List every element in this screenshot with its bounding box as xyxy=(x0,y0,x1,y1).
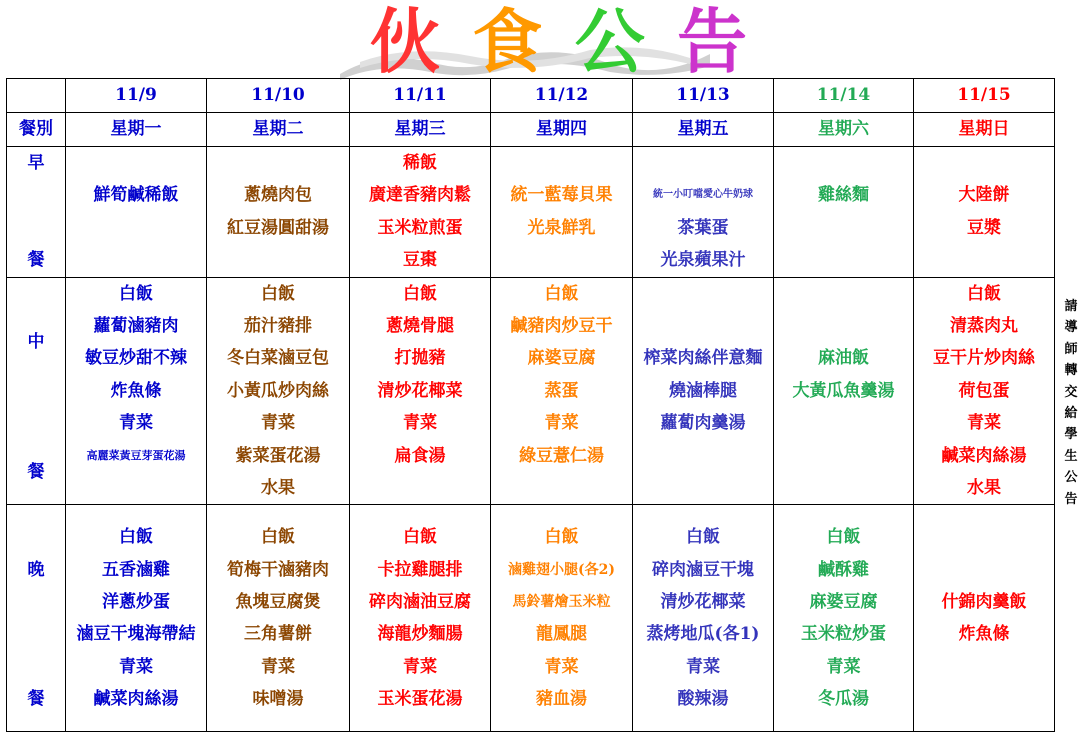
breakfast-row xyxy=(7,147,1055,278)
breakfast-cell xyxy=(774,147,914,278)
date-cell: 11/9 xyxy=(66,79,207,113)
date-cell: 11/12 xyxy=(491,79,633,113)
date-cell: 11/10 xyxy=(207,79,350,113)
dish xyxy=(914,554,1054,586)
dish: 酸辣湯 xyxy=(677,689,729,710)
dish: 豆漿 xyxy=(967,217,1001,238)
dish xyxy=(914,244,1054,276)
dish: 魚塊豆腐煲 xyxy=(235,591,321,612)
dish: 青菜 xyxy=(119,656,153,677)
dish: 小黃瓜炒肉絲 xyxy=(227,380,329,401)
dish: 筍梅干滷豬肉 xyxy=(227,559,329,580)
dish: 白飯 xyxy=(544,283,579,304)
side-note-char: 轉 xyxy=(1064,363,1078,379)
dinner-row xyxy=(7,505,1055,732)
breakfast-cell xyxy=(66,147,207,278)
corner-cell xyxy=(7,79,66,113)
dish: 鹹酥雞 xyxy=(818,559,869,580)
dish: 豆棗 xyxy=(403,250,437,271)
dish xyxy=(774,244,913,276)
dish: 豬血湯 xyxy=(536,689,587,710)
dish: 大陸餅 xyxy=(958,185,1010,206)
lunch-cell xyxy=(350,277,491,505)
dish: 冬白菜滷豆包 xyxy=(227,348,329,369)
title-char: 告 xyxy=(677,0,752,83)
meal-label-bottom: 餐 xyxy=(27,250,45,271)
dish xyxy=(914,683,1054,715)
dish xyxy=(774,310,913,342)
dinner-cell xyxy=(66,505,207,732)
dish: 味噌湯 xyxy=(252,689,304,710)
dinner-cell xyxy=(207,505,350,732)
dish: 海龍炒麵腸 xyxy=(377,624,463,645)
dish: 麻婆豆腐 xyxy=(809,591,878,612)
dish: 白飯 xyxy=(119,283,153,304)
dish: 白飯 xyxy=(544,527,579,548)
dish: 蔥燒骨腿 xyxy=(386,315,454,336)
dish xyxy=(914,651,1054,683)
dish: 三角薯餅 xyxy=(244,624,312,645)
dish: 青菜 xyxy=(261,656,295,677)
breakfast-cell xyxy=(350,147,491,278)
date-row xyxy=(7,79,1055,113)
dish xyxy=(66,212,206,244)
dish: 白飯 xyxy=(967,283,1001,304)
date-cell: 11/11 xyxy=(350,79,491,113)
meal-label-top: 晚 xyxy=(27,559,45,580)
page-title xyxy=(330,0,752,83)
dish: 光泉蘋果汁 xyxy=(660,250,746,271)
dish: 什錦肉羹飯 xyxy=(941,591,1027,612)
dish: 茄汁豬排 xyxy=(244,315,312,336)
weekday-cell: 星期日 xyxy=(914,113,1055,147)
lunch-cell xyxy=(207,277,350,505)
dish: 白飯 xyxy=(261,527,295,548)
dish xyxy=(350,472,490,504)
weekday-cell: 星期二 xyxy=(207,113,350,147)
dish: 清蒸肉丸 xyxy=(950,315,1018,336)
date-cell: 11/14 xyxy=(774,79,914,113)
side-note-char: 告 xyxy=(1064,491,1078,507)
title-text xyxy=(370,2,751,82)
dinner-cell xyxy=(914,505,1055,732)
dish: 鮮筍鹹稀飯 xyxy=(93,185,179,206)
breakfast-cell xyxy=(914,147,1055,278)
dish: 水果 xyxy=(967,477,1001,498)
date-cell: 11/15 xyxy=(914,79,1055,113)
lunch-row xyxy=(7,277,1055,505)
dish: 麻婆豆腐 xyxy=(527,348,596,369)
dish: 白飯 xyxy=(403,527,437,548)
dish: 敏豆炒甜不辣 xyxy=(85,348,187,369)
side-note-char: 公 xyxy=(1064,470,1078,486)
dish: 綠豆薏仁湯 xyxy=(519,445,604,466)
dish: 冬瓜湯 xyxy=(818,689,869,710)
dish: 蔥燒肉包 xyxy=(244,185,312,206)
dish: 蘿蔔滷豬肉 xyxy=(93,315,179,336)
dish: 高麗菜黃豆芽蛋花湯 xyxy=(86,448,186,462)
dish xyxy=(774,407,913,439)
dish: 稀飯 xyxy=(403,153,437,173)
dish: 白飯 xyxy=(403,283,437,304)
dish xyxy=(633,310,773,342)
dish: 鹹菜肉絲湯 xyxy=(93,689,179,710)
meal-label-top: 中 xyxy=(27,332,45,353)
dish: 茶葉蛋 xyxy=(677,217,729,238)
lunch-cell xyxy=(66,277,207,505)
dish: 燒滷棒腿 xyxy=(669,380,737,401)
dish xyxy=(491,244,632,276)
dish: 洋蔥炒蛋 xyxy=(102,591,170,612)
dish: 青菜 xyxy=(403,656,437,677)
dish: 白飯 xyxy=(261,283,295,304)
lunch-cell xyxy=(914,277,1055,505)
dish: 玉米粒煎蛋 xyxy=(377,217,463,238)
dish: 卡拉雞腿排 xyxy=(377,559,463,580)
side-note-char: 給 xyxy=(1064,406,1078,422)
dish: 白飯 xyxy=(826,527,861,548)
meal-label-dinner xyxy=(7,505,66,732)
title-char: 食 xyxy=(472,0,547,83)
side-note-char: 學 xyxy=(1064,427,1078,443)
dish: 蒸烤地瓜(各1) xyxy=(646,624,760,645)
dinner-cell xyxy=(774,505,914,732)
dish: 碎肉滷油豆腐 xyxy=(369,591,471,612)
dish: 鹹菜肉絲湯 xyxy=(941,445,1027,466)
dish: 五香滷雞 xyxy=(102,559,170,580)
dish xyxy=(491,147,632,179)
meal-label-breakfast xyxy=(7,147,66,278)
dish xyxy=(914,521,1054,553)
weekday-row xyxy=(7,113,1055,147)
side-note-char: 生 xyxy=(1064,448,1078,464)
dish: 青菜 xyxy=(826,656,861,677)
dish: 廣達香豬肉鬆 xyxy=(369,185,471,206)
dish: 水果 xyxy=(261,477,295,498)
dish: 玉米粒炒蛋 xyxy=(801,624,886,645)
dish: 豆干片炒肉絲 xyxy=(933,348,1035,369)
dish: 炸魚條 xyxy=(958,624,1010,645)
dish: 青菜 xyxy=(544,656,579,677)
dish xyxy=(774,147,913,179)
side-note-char: 交 xyxy=(1064,384,1078,400)
dish: 清炒花椰菜 xyxy=(660,591,746,612)
dinner-cell xyxy=(491,505,633,732)
dish xyxy=(491,472,632,504)
meal-label-lunch xyxy=(7,277,66,505)
lunch-cell xyxy=(633,277,774,505)
dish: 青菜 xyxy=(261,413,295,434)
date-cell: 11/13 xyxy=(633,79,774,113)
dish: 馬鈴薯燴玉米粒 xyxy=(512,593,611,610)
dish: 玉米蛋花湯 xyxy=(377,689,463,710)
dish xyxy=(774,440,913,472)
dish xyxy=(914,147,1054,179)
weekday-cell: 星期四 xyxy=(491,113,633,147)
lunch-cell xyxy=(774,277,914,505)
dish: 龍鳳腿 xyxy=(536,624,587,645)
dish: 白飯 xyxy=(686,527,720,548)
dish: 紫菜蛋花湯 xyxy=(235,445,321,466)
dish xyxy=(66,147,206,179)
side-note-char: 導 xyxy=(1064,320,1078,336)
dish xyxy=(633,440,773,472)
side-note-char: 請 xyxy=(1064,299,1078,314)
dinner-cell xyxy=(633,505,774,732)
dish xyxy=(633,472,773,504)
dish: 光泉鮮乳 xyxy=(527,217,596,238)
dish: 蒸蛋 xyxy=(544,380,579,401)
dish: 清炒花椰菜 xyxy=(377,380,463,401)
dish: 雞絲麵 xyxy=(818,185,869,206)
title-char: 公 xyxy=(574,0,649,83)
breakfast-cell xyxy=(633,147,774,278)
dish: 青菜 xyxy=(544,413,579,434)
dish: 炸魚條 xyxy=(110,380,162,401)
dinner-cell xyxy=(350,505,491,732)
dish xyxy=(633,278,773,310)
dish: 青菜 xyxy=(119,413,153,434)
meal-label-top: 早 xyxy=(27,153,45,173)
side-note xyxy=(1061,296,1081,510)
lunch-cell xyxy=(491,277,633,505)
dish: 青菜 xyxy=(686,656,720,677)
dish: 打拋豬 xyxy=(394,348,446,369)
dish xyxy=(66,244,206,276)
menu-table xyxy=(6,78,1055,732)
dish xyxy=(774,278,913,310)
dish: 榨菜肉絲伴意麵 xyxy=(643,348,763,369)
side-note-char: 師 xyxy=(1064,341,1078,357)
dish: 大黃瓜魚羹湯 xyxy=(792,380,895,401)
dish: 統一藍莓貝果 xyxy=(510,185,613,206)
dish: 滷雞翅小腿(各2) xyxy=(508,561,615,578)
dish: 白飯 xyxy=(119,527,153,548)
dish xyxy=(207,147,349,179)
dish: 麻油飯 xyxy=(818,348,869,369)
dish xyxy=(774,472,913,504)
meal-label-bottom: 餐 xyxy=(27,689,45,710)
dish xyxy=(207,244,349,276)
dish: 碎肉滷豆干塊 xyxy=(652,559,754,580)
dish: 紅豆湯圓甜湯 xyxy=(227,217,329,238)
weekday-cell: 星期一 xyxy=(66,113,207,147)
dish xyxy=(774,212,913,244)
title-char: 伙 xyxy=(370,0,444,83)
meal-label-bottom: 餐 xyxy=(27,461,45,482)
breakfast-cell xyxy=(491,147,633,278)
meal-header-label: 餐別 xyxy=(7,113,66,147)
dish: 青菜 xyxy=(967,413,1001,434)
weekday-cell: 星期六 xyxy=(774,113,914,147)
dish: 青菜 xyxy=(403,413,437,434)
dish: 蘿蔔肉羹湯 xyxy=(660,413,746,434)
dish: 鹹豬肉炒豆干 xyxy=(510,315,613,336)
dish xyxy=(633,147,773,179)
breakfast-cell xyxy=(207,147,350,278)
dish: 扁食湯 xyxy=(394,445,446,466)
weekday-cell: 星期五 xyxy=(633,113,774,147)
dish xyxy=(66,472,206,504)
weekday-cell: 星期三 xyxy=(350,113,491,147)
dish: 荷包蛋 xyxy=(958,380,1010,401)
dish: 統一小叮噹愛心牛奶球 xyxy=(653,189,753,201)
dish: 滷豆干塊海帶結 xyxy=(76,624,196,645)
